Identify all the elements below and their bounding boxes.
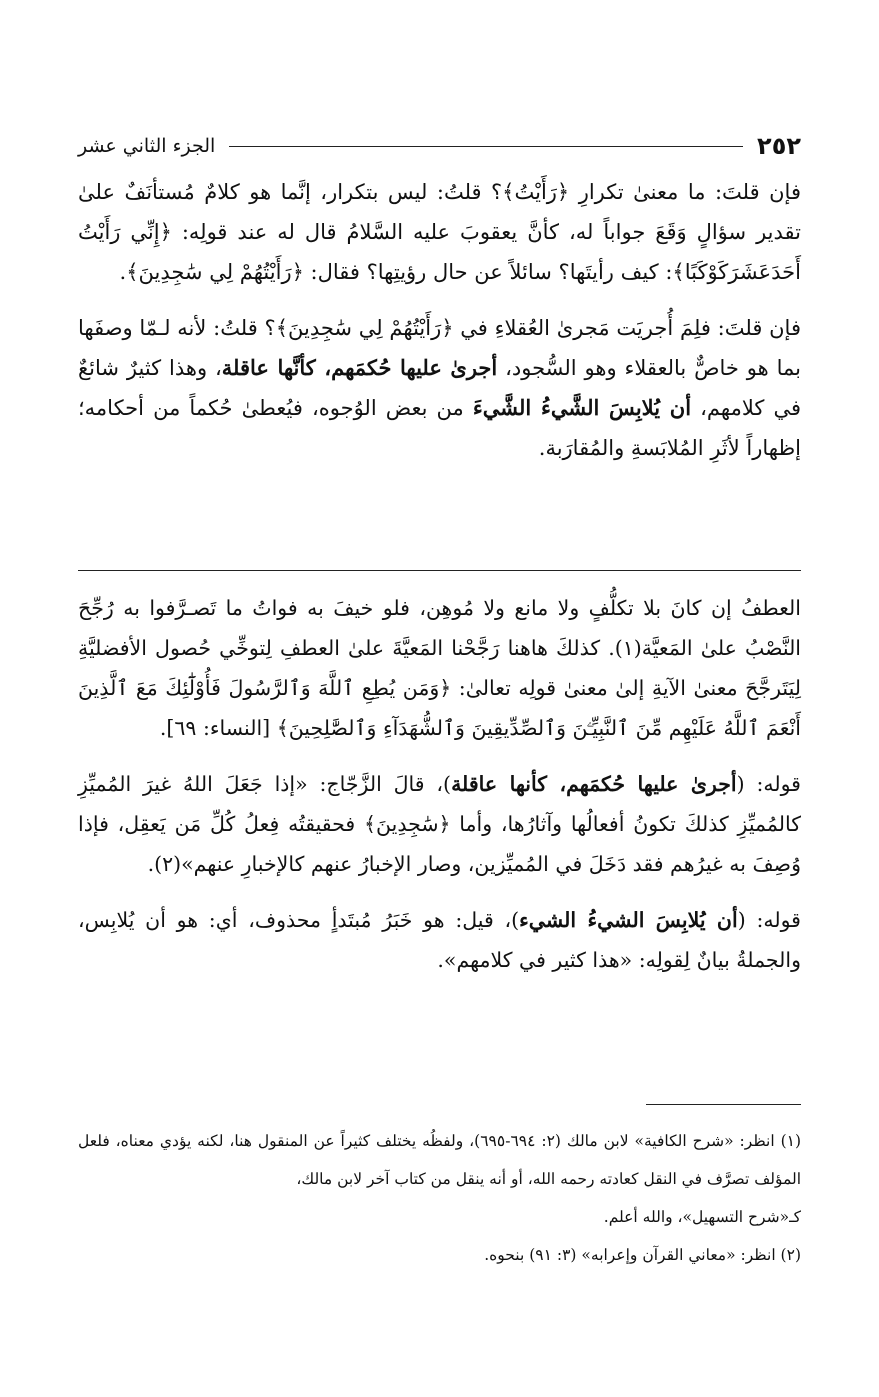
footnotes bbox=[78, 1122, 801, 1274]
main-p2-part-c: ، وهذا كثيرٌ شائعٌ في كلامهم، bbox=[78, 356, 801, 420]
footnote-separator bbox=[646, 1104, 801, 1105]
commentary-p3-part-c: )، قيل: هو خَبَرُ مُبتَدأٍ محذوف، أي: هو أن يُلابِس، والجملةُ بيانٌ لِقولِه: «هذا كثير في كلامهم». bbox=[78, 908, 801, 972]
footnote-1-continuation: كـ«شرح التسهيل»، والله أعلم. bbox=[603, 1208, 801, 1226]
main-text bbox=[78, 172, 801, 484]
main-p2-part-a: فإن قلتَ: فلِمَ أُجريَت مَجرىٰ العُقلاءِ في ﴿رَأَيْتُهُمْ لِي سَٰجِدِينَ﴾؟ قلتُ: لأنه لـمّا وصفَها بما هو خاصٌّ بالعقلاء وهو السُّجود، bbox=[78, 316, 801, 380]
footnote-1: (١) انظر: «شرح الكافية» لابن مالك (٢: ٦٩٤-٦٩٥)، ولفظُه يختلف كثيراً عن المنقول هنا، لكنه يؤدي معناه، فلعل المؤلف تصرَّف في النقل كعادته رحمه الله، أو أنه ينقل من كتاب آخر لابن مالك، bbox=[78, 1132, 802, 1188]
commentary-p2-bold: أجرىٰ عليها حُكمَهم، كأنها عاقلة bbox=[451, 772, 737, 796]
commentary-paragraph-2 bbox=[78, 764, 801, 884]
main-p2-bold-2: أن يُلابِسَ الشَّيءُ الشَّيءَ bbox=[472, 395, 692, 420]
commentary-text bbox=[78, 588, 801, 996]
main-paragraph-2 bbox=[78, 308, 801, 468]
commentary-paragraph-1: العطفُ إن كانَ بلا تكلُّفٍ ولا مانع ولا مُوهِن، فلو خيفَ به فواتُ ما تَصـرَّفوا به رُجِّحَ النَّصْبُ علىٰ المَعيَّة(١). كذلكَ هاهنا رَجَّحْنا المَعيَّةَ علىٰ العطفِ لِتوخِّي حُصول الأفضليَّةِ لِيَتَرجَّحَ معنىٰ الآيةِ إلىٰ معنىٰ قولِه تعالىٰ: ﴿وَمَن يُطِعِ ٱللَّهَ وَٱلرَّسُولَ فَأُوْلَٰٓئِكَ مَعَ ٱلَّذِينَ أَنْعَمَ ٱللَّهُ عَلَيْهِم مِّنَ ٱلنَّبِيِّـۧنَ وَٱلصِّدِّيقِينَ وَٱلشُّهَدَآءِ وَٱلصَّٰلِحِينَ﴾ [النساء: ٦٩]. bbox=[78, 596, 802, 740]
main-p2-part-e: من بعض الوُجوه، فيُعطىٰ حُكماً من أحكامه؛ إظهاراً لأثَرِ المُلابَسةِ والمُقارَبة. bbox=[78, 396, 801, 460]
commentary-p3-bold: أن يُلابِسَ الشيءُ الشيء bbox=[519, 908, 738, 932]
main-paragraph-1: فإن قلتَ: ما معنىٰ تكرارِ ﴿رَأَيْتُ﴾؟ قلتُ: ليس بتكرار، إنَّما هو كلامٌ مُستأنَفٌ علىٰ تقدير سؤالٍ وَقَعَ جواباً له، كأنَّ يعقوبَ عليه السَّلامُ قال له عند قولِه: ﴿إِنِّي رَأَيْتُ أَحَدَعَشَرَكَوْكَبًا﴾: كيف رأيتَها؟ سائلاً عن حال رؤيتِها؟ فقال: ﴿رَأَيْتُهُمْ لِي سَٰجِدِينَ﴾. bbox=[78, 180, 801, 284]
page-header bbox=[78, 126, 801, 166]
main-commentary-separator bbox=[78, 570, 801, 571]
header-rule bbox=[229, 146, 743, 147]
main-p2-bold-1: أجرىٰ عليها حُكمَهم، كأنَّها عاقلة bbox=[221, 355, 498, 380]
commentary-p2-part-a: قوله: ( bbox=[736, 772, 801, 796]
commentary-p3-part-a: قوله: ( bbox=[737, 908, 801, 932]
commentary-p2-part-c: )، قالَ الزَّجّاج: «إذا جَعَلَ اللهُ غيرَ المُميِّزِ كالمُميِّزِ كذلكَ تكونُ أفعالُها وآثارُها، وأما ﴿سَٰجِدِينَ﴾ فحقيقتُه فِعلُ كُلِّ مَن يَعقِل، فإذا وُصِفَ به غيرُهم فقد دَخَلَ في المُميِّزين، وصار الإخبارُ عنهم كالإخبارِ عنهم»(٢). bbox=[78, 772, 801, 876]
running-title: الجزء الثاني عشر bbox=[78, 135, 216, 157]
page-number: ٢٥٢ bbox=[757, 132, 801, 160]
commentary-paragraph-3 bbox=[78, 900, 801, 980]
footnote-2: (٢) انظر: «معاني القرآن وإعرابه» (٣: ٩١) بنحوه. bbox=[484, 1246, 801, 1264]
